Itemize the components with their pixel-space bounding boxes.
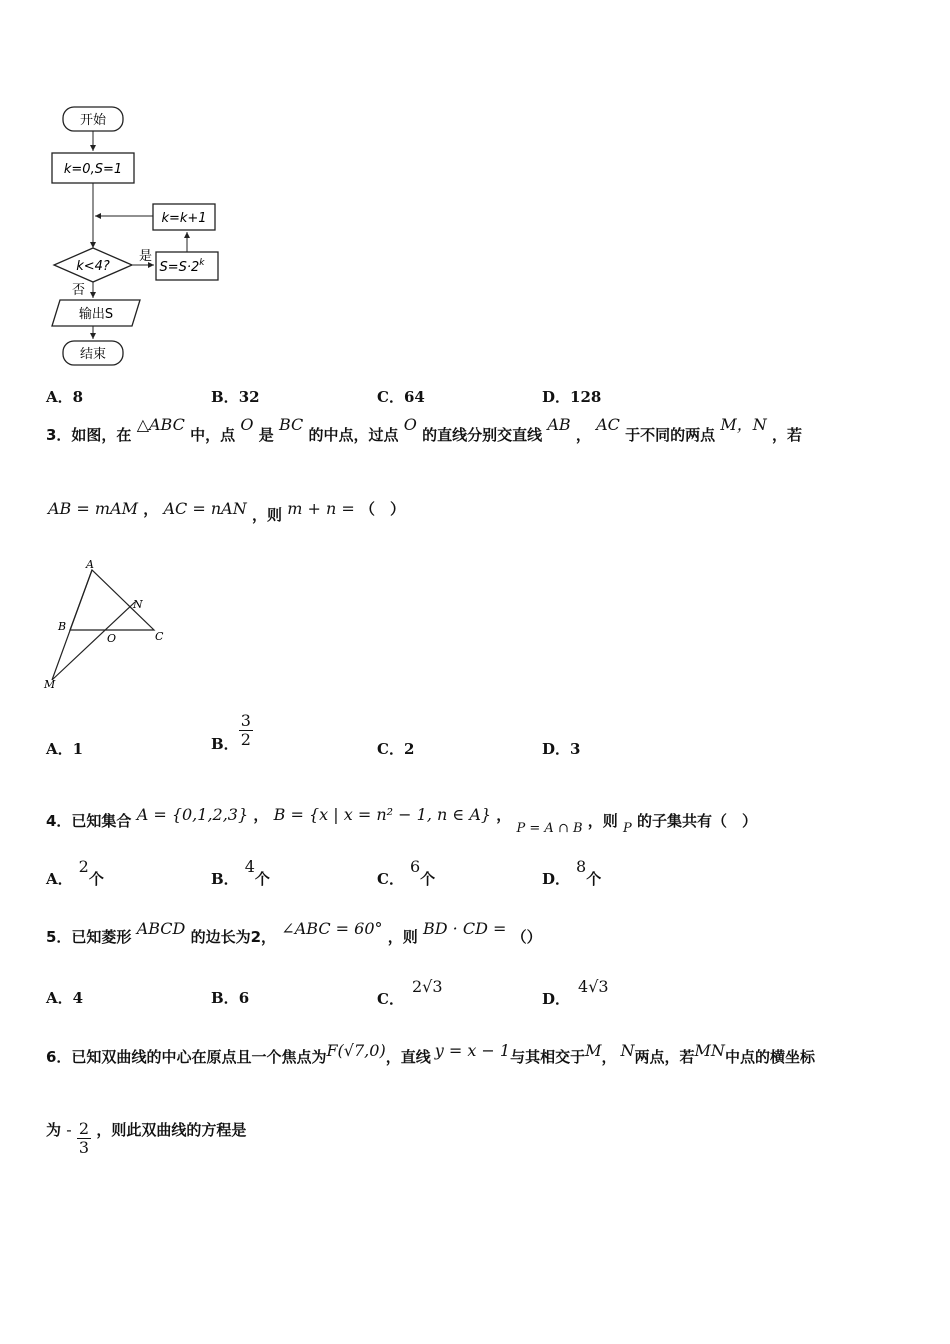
q4-stem: 4．已知集合 A = {0,1,2,3} ， B = {x | x = n² − 1, n ∈ A} ， P = A ∩ B ，则 P 的子集共有（ ）: [46, 805, 758, 836]
figure-label-o: O: [107, 632, 117, 645]
flow-output-label: 输出S: [78, 307, 114, 322]
q2-option-b: B．32: [211, 388, 260, 406]
q5-stem: 5．已知菱形 ABCD 的边长为2， ∠ABC = 60° ，则 BD · CD = （）: [46, 919, 542, 946]
flow-init-label: k=0,S=1: [63, 162, 123, 177]
figure-label-b: B: [58, 620, 67, 633]
q3-triangle-figure: [40, 558, 180, 693]
flow-no-label: 否: [72, 283, 86, 298]
q6-stem-line1: 6．已知双曲线的中心在原点且一个焦点为F(√7,0)，直线 y = x − 1与其相交于M， N两点，若MN中点的横坐标: [46, 1041, 815, 1066]
q3-option-b: B． $\frac{3}{2}$: [211, 711, 251, 753]
q6-stem-line2: 为 - $\frac{2}{3}$ ，则此双曲线的方程是: [46, 1119, 247, 1157]
flow-process-label: $S=S\cdot 2^k$: [159, 258, 205, 275]
q4-option-d: D．8个: [542, 857, 602, 888]
figure-label-c: C: [155, 630, 164, 643]
q3-stem-line1: 3．如图，在 △ABC 中，点 O 是 BC 的中点，过点 O 的直线分别交直线 AB ， AC 于不同的两点 M，N ，若: [46, 415, 803, 444]
flow-start-label: 开始: [79, 113, 107, 128]
q3-option-d: D．3: [542, 740, 581, 758]
flow-yes-label: 是: [139, 249, 153, 264]
fraction-3-2: $\frac{3}{2}$: [240, 711, 251, 749]
q4-option-a: A．2个: [46, 857, 104, 888]
q2-option-d: D．128: [542, 388, 602, 406]
fraction-2-3: $\frac{2}{3}$: [78, 1119, 90, 1157]
q5-option-b: B．6: [211, 989, 250, 1007]
figure-label-m: M: [44, 678, 56, 691]
flow-end-label: 结束: [79, 347, 107, 362]
flow-condition-label: k<4?: [76, 259, 110, 274]
flow-update-label: k=k+1: [161, 211, 207, 226]
figure-label-n: N: [133, 598, 143, 611]
q3-option-a: A．1: [46, 740, 84, 758]
q5-option-a: A．4: [46, 989, 84, 1007]
q2-option-c: C．64: [377, 388, 425, 406]
q3-stem-line2: AB = mAM ， AC = nAN ，则 m + n = （ ）: [48, 499, 405, 524]
q5-option-c: C．2√3: [377, 977, 443, 1008]
q2-option-a: A．8: [46, 388, 84, 406]
q3-option-c: C．2: [377, 740, 415, 758]
q4-option-b: B．4个: [211, 857, 270, 888]
q4-option-c: C．6个: [377, 857, 436, 888]
flowchart: [40, 100, 240, 370]
q5-option-d: D．4√3: [542, 977, 609, 1008]
figure-label-a: A: [86, 558, 94, 571]
